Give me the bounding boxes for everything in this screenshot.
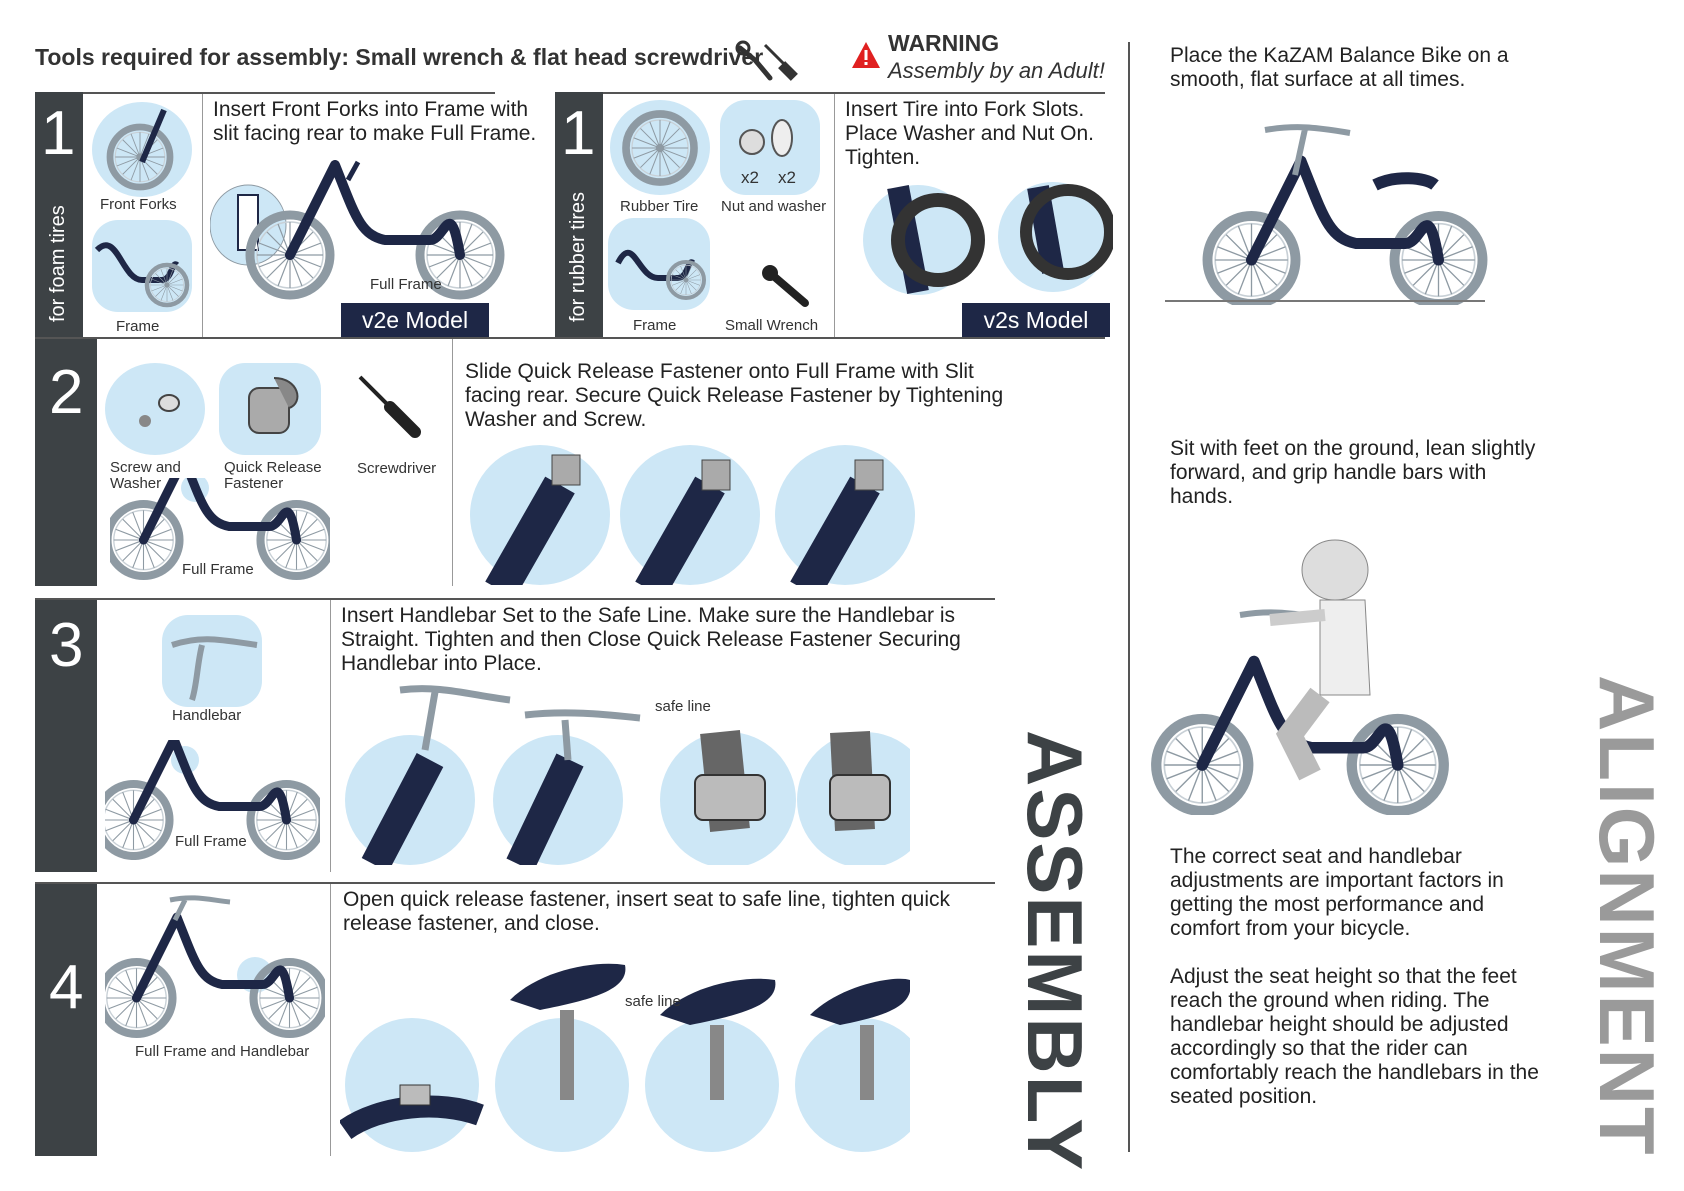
full-frame-label: Full Frame [175, 833, 247, 850]
nut-washer-label: Nut and washer [721, 198, 827, 215]
handlebar-label: Handlebar [172, 707, 242, 724]
step-number-bar [555, 92, 603, 337]
quick-release-label: Quick Release Fastener [224, 459, 322, 492]
front-forks-image [92, 102, 192, 197]
divider [330, 884, 331, 1156]
handlebar-image [162, 615, 262, 707]
screw-washer-label: Screw and Washer [110, 459, 181, 492]
full-frame-label: Full Frame [182, 561, 254, 578]
front-forks-label: Front Forks [100, 196, 177, 213]
step1-rubber-instruction: Insert Tire into Fork Slots. Place Washer and Nut On. Tighten. [845, 98, 1095, 169]
wrench-screwdriver-icon [735, 40, 805, 85]
divider [834, 94, 835, 337]
step-number: 2 [49, 358, 84, 427]
step-number-bar [35, 600, 97, 872]
frame-image [92, 220, 192, 312]
step-number: 1 [41, 99, 76, 168]
divider [35, 598, 995, 600]
rubber-tires-label: for rubber tires [567, 191, 589, 322]
step1-foam-instruction: Insert Front Forks into Frame with slit facing rear to make Full Frame. [213, 98, 537, 145]
step-number-bar [35, 339, 97, 586]
warning-icon [850, 40, 882, 70]
qty-washer: x2 [778, 168, 796, 187]
alignment-text-2: Sit with feet on the ground, lean slightly forward, and grip handle bars with hands. [1170, 437, 1536, 508]
assembly-title: ASSEMBLY [1011, 730, 1099, 1173]
step-number-bar [35, 92, 83, 337]
column-divider [1128, 42, 1130, 1152]
alignment-text-3: The correct seat and handlebar adjustments are important factors in getting the most performance and comfort from your bicycle. [1170, 845, 1504, 940]
foam-tires-label: for foam tires [47, 205, 69, 322]
v2s-model-badge: v2s Model [962, 303, 1110, 337]
step4-instruction: Open quick release fastener, insert seat to safe line, tighten quick release fastener, and close. [343, 888, 951, 935]
tools-required-text: Tools required for assembly: Small wrench & flat head screwdriver [35, 44, 764, 70]
step3-instruction: Insert Handlebar Set to the Safe Line. Make sure the Handlebar is Straight. Tighten and then Close Quick Release Fastener Securing Handlebar into Place. [341, 604, 961, 675]
fork-slot-images [848, 182, 1113, 302]
qty-nut: x2 [741, 168, 759, 187]
child-riding-bike-image [1150, 525, 1470, 815]
step-number: 4 [49, 953, 84, 1022]
divider [35, 92, 495, 94]
step-number: 1 [561, 99, 596, 168]
screwdriver-icon [355, 372, 425, 442]
divider [202, 94, 203, 337]
frame-label: Frame [633, 317, 677, 334]
small-wrench-icon [760, 265, 820, 315]
divider [330, 600, 331, 872]
divider [35, 337, 1105, 339]
step4-detail-images [340, 955, 910, 1155]
alignment-text-1: Place the KaZAM Balance Bike on a smooth, flat surface at all times. [1170, 44, 1509, 91]
full-frame-handlebar-label: Full Frame and Handlebar [135, 1043, 310, 1060]
safe-line-label: safe line [625, 993, 681, 1010]
frame-image [608, 218, 710, 310]
divider [452, 339, 453, 586]
frame-label: Frame [116, 318, 160, 335]
alignment-text-4: Adjust the seat height so that the feet reach the ground when riding. The handlebar height should be adjusted accordingly so that the rider can comfortably reach the handlebars in the seated position. [1170, 965, 1539, 1108]
alignment-title: ALIGNMENT [1583, 675, 1671, 1157]
step-number: 3 [49, 611, 84, 680]
bike-on-surface-image [1165, 115, 1505, 305]
rubber-tire-image [610, 100, 710, 195]
step2-instruction: Slide Quick Release Fastener onto Full Frame with Slit facing rear. Secure Quick Release Fastener by Tightening Washer and Screw. [465, 360, 1004, 431]
full-frame-label: Full Frame [370, 276, 442, 293]
screw-washer-image [105, 363, 205, 455]
step3-detail-images [340, 680, 910, 865]
step2-detail-images [470, 440, 920, 585]
safe-line-label: safe line [655, 698, 711, 715]
full-frame-handlebar-image [105, 890, 325, 1040]
divider [555, 92, 1105, 94]
warning-title: WARNING [888, 30, 1000, 56]
v2e-model-badge: v2e Model [341, 303, 489, 337]
nut-washer-image [720, 100, 820, 195]
rubber-tire-label: Rubber Tire [620, 198, 699, 215]
screwdriver-label: Screwdriver [357, 460, 437, 477]
quick-release-image [219, 363, 321, 455]
step-number-bar [35, 884, 97, 1156]
small-wrench-label: Small Wrench [725, 317, 819, 334]
divider [35, 882, 995, 884]
warning-subtitle: Assembly by an Adult! [888, 58, 1105, 83]
